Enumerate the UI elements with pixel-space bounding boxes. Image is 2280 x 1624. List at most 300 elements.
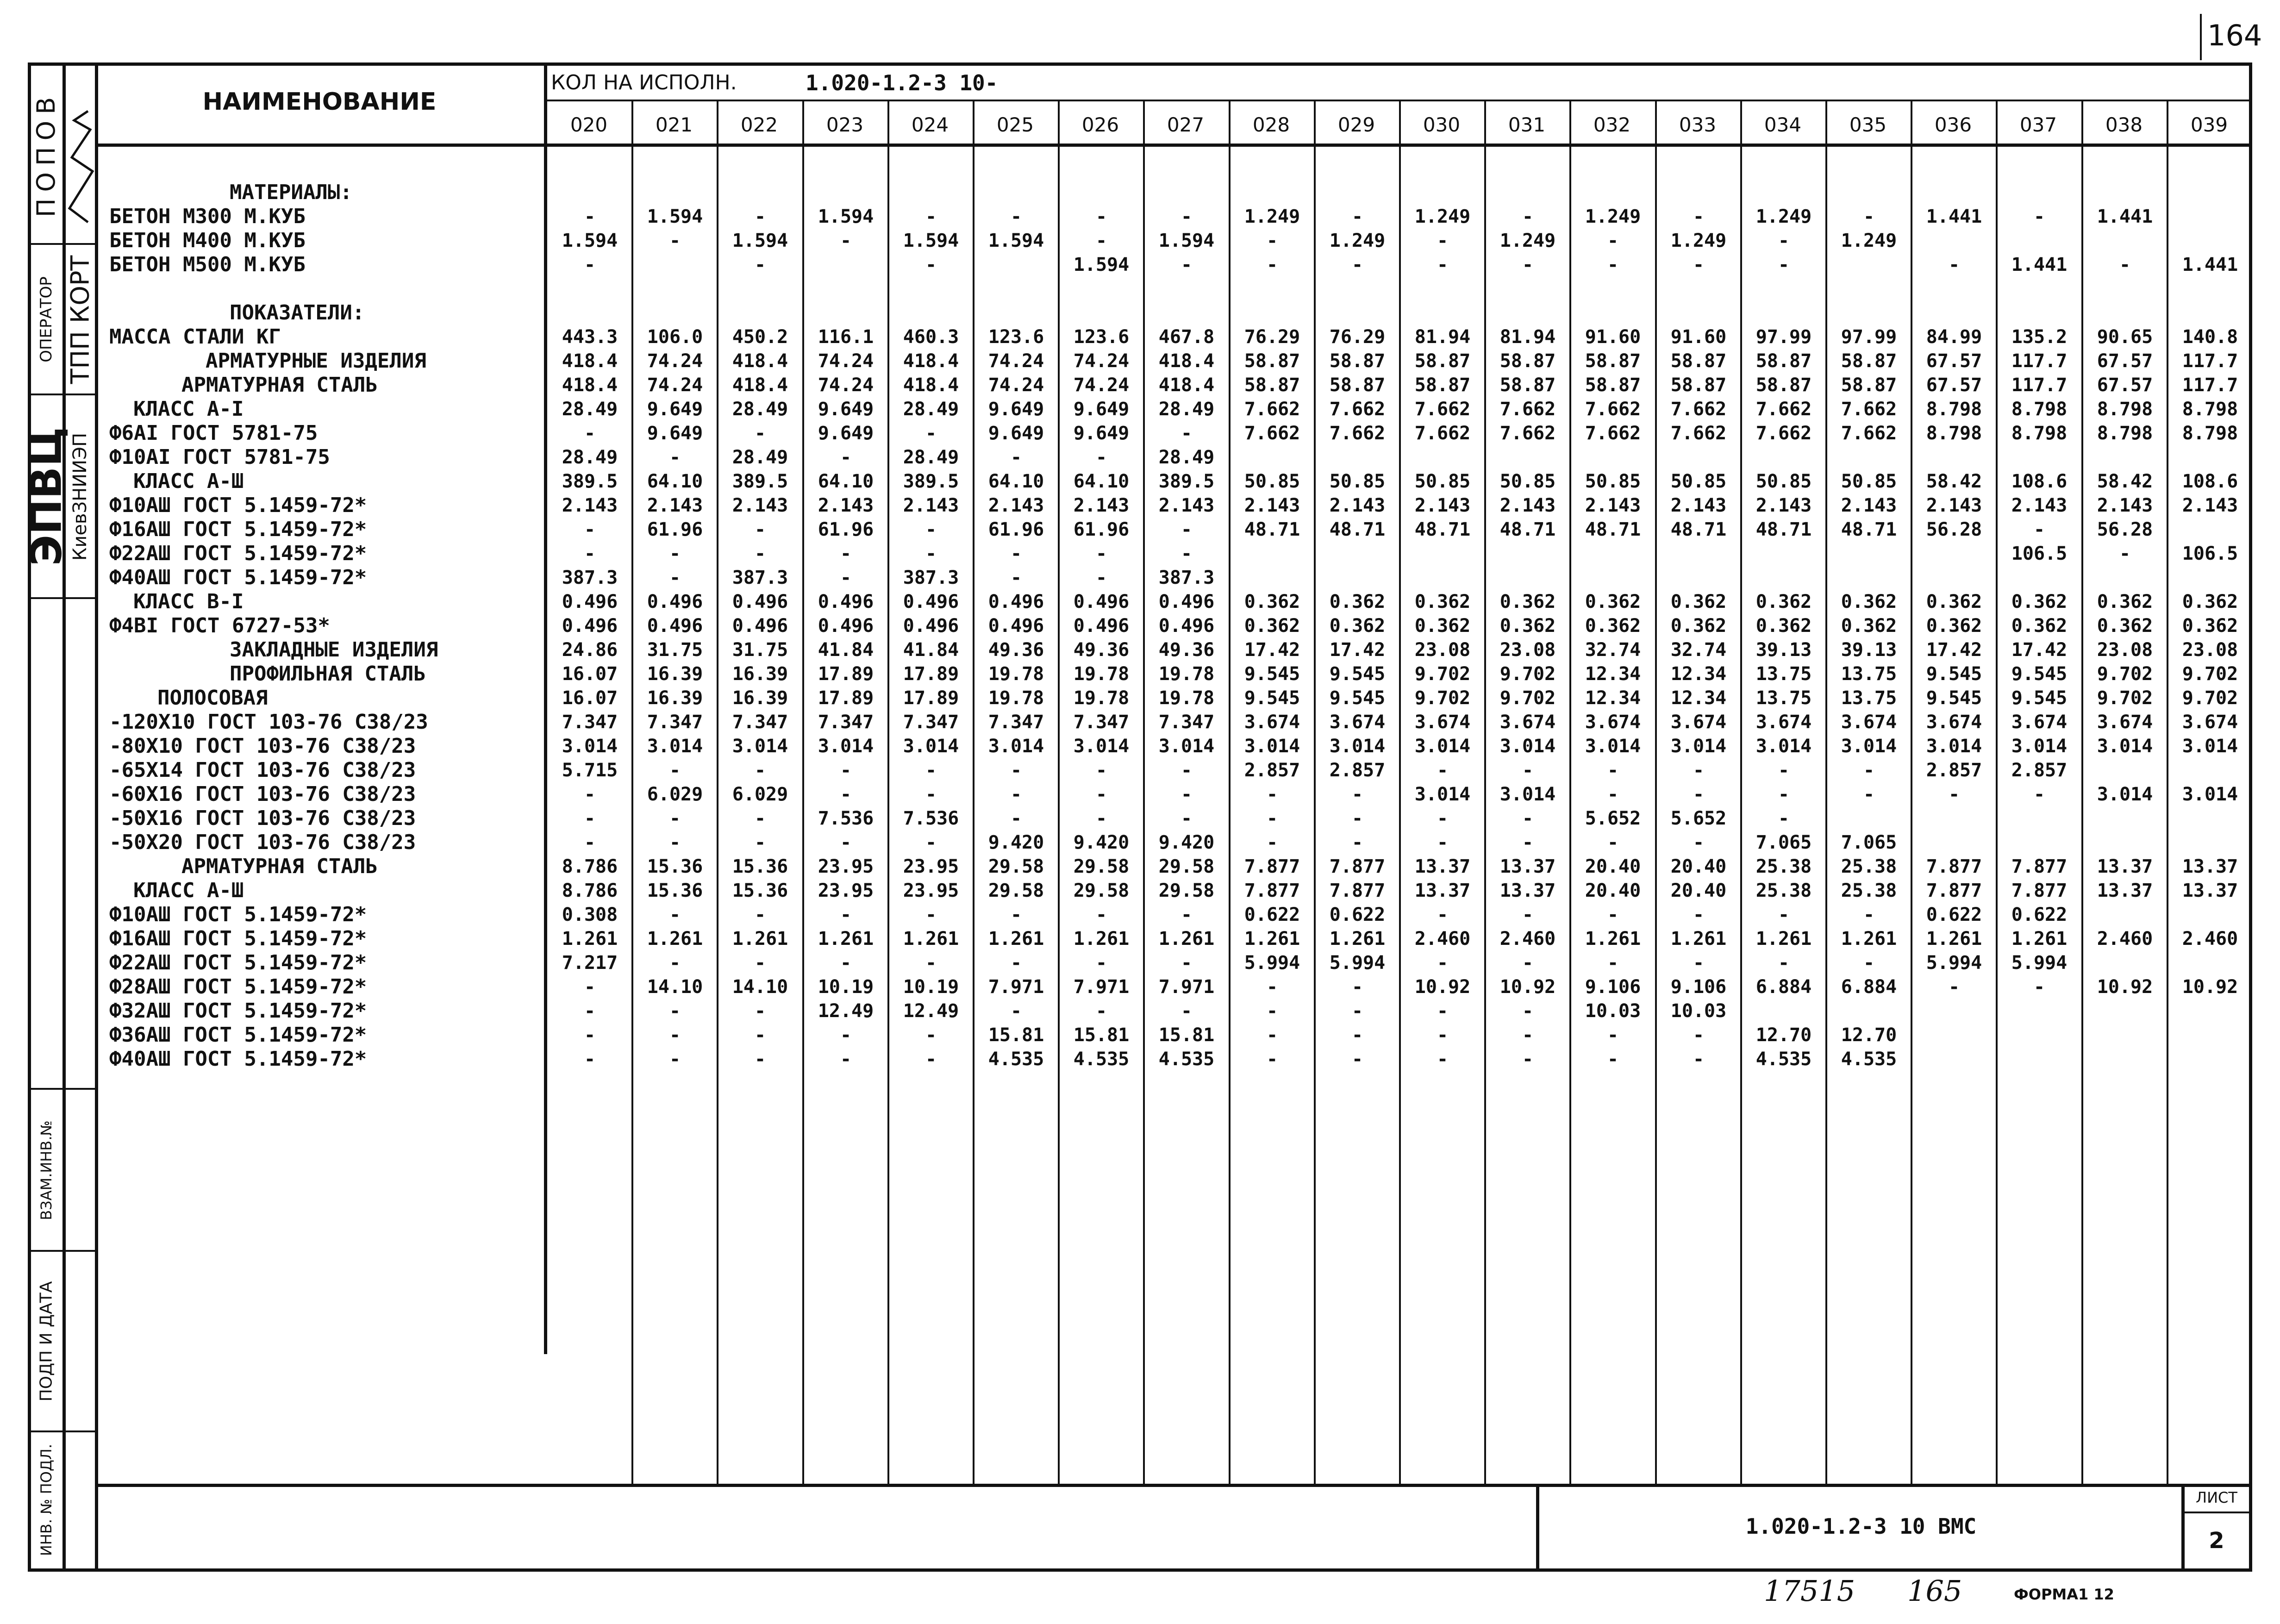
table-cell: -	[1437, 1049, 1449, 1070]
row-label: КЛАСС А-Ш	[133, 879, 244, 902]
table-cell: 7.347	[818, 712, 874, 733]
table-cell: -	[584, 832, 596, 853]
table-cell: 58.87	[1755, 375, 1812, 396]
name-column-header: НАИМЕНОВАНИЕ	[202, 88, 437, 116]
table-cell: 9.649	[818, 399, 874, 420]
table-cell: 16.39	[647, 663, 703, 685]
table-cell: -	[1863, 760, 1875, 781]
table-cell: 1.249	[1585, 206, 1641, 227]
table-cell: -	[925, 784, 937, 805]
table-cell: 2.143	[1329, 495, 1386, 516]
table-cell: 50.85	[1841, 471, 1897, 492]
table-cell: 56.28	[2097, 519, 2153, 540]
table-cell: 15.36	[647, 880, 703, 901]
side-vzam-inv: ВЗАМ.ИНВ.№	[37, 1120, 56, 1220]
table-cell: -	[1607, 230, 1619, 251]
table-cell: 28.49	[1158, 399, 1215, 420]
column-code-037: 037	[2019, 113, 2057, 136]
table-cell: 1.261	[903, 928, 959, 949]
table-cell: -	[754, 254, 766, 275]
table-cell: 418.4	[903, 350, 959, 372]
table-cell: -	[754, 760, 766, 781]
table-cell: -	[1778, 254, 1790, 275]
column-separator	[717, 100, 718, 1484]
table-cell: 1.261	[732, 928, 788, 949]
table-cell: 41.84	[818, 639, 874, 661]
table-cell: 5.652	[1585, 808, 1641, 829]
table-cell: 0.496	[988, 591, 1044, 612]
table-cell: -	[1181, 206, 1193, 227]
table-cell: 3.014	[1329, 736, 1386, 757]
table-cell: 3.014	[562, 736, 618, 757]
table-cell: 23.95	[903, 880, 959, 901]
table-cell: -	[754, 519, 766, 540]
frame-right	[2249, 62, 2252, 1572]
table-cell: 39.13	[1841, 639, 1897, 661]
row-label: -65Х14 ГОСТ 103-76 С38/23	[109, 758, 416, 782]
table-cell: 13.75	[1755, 663, 1812, 685]
table-cell: 50.85	[1244, 471, 1300, 492]
table-cell: 389.5	[732, 471, 788, 492]
frame-bottom	[28, 1568, 2252, 1572]
table-cell: -	[754, 1000, 766, 1022]
table-cell: -	[1181, 760, 1193, 781]
table-cell: -	[1095, 760, 1107, 781]
table-cell: 2.143	[1670, 495, 1727, 516]
forma-label: ФОРМА1 12	[2014, 1586, 2114, 1603]
table-cell: 0.496	[903, 591, 959, 612]
table-cell: 17.89	[903, 663, 959, 685]
table-cell: -	[1948, 976, 1960, 998]
table-cell: 1.261	[1670, 928, 1727, 949]
table-cell: 418.4	[1158, 375, 1215, 396]
table-cell: 2.143	[1158, 495, 1215, 516]
table-cell: -	[840, 230, 852, 251]
table-cell: 1.249	[1414, 206, 1471, 227]
table-cell: -	[1095, 808, 1107, 829]
table-cell: 0.496	[1158, 591, 1215, 612]
table-cell: 7.877	[2011, 880, 2068, 901]
table-cell: 76.29	[1329, 326, 1386, 348]
table-cell: 0.622	[1329, 904, 1386, 925]
table-cell: 5.994	[2011, 952, 2068, 974]
table-cell: 2.143	[1841, 495, 1897, 516]
table-cell: 5.652	[1670, 808, 1727, 829]
table-cell: 9.106	[1670, 976, 1727, 998]
table-cell: -	[1437, 904, 1449, 925]
row-label: АРМАТУРНЫЕ ИЗДЕЛИЯ	[206, 349, 426, 373]
kol-header: КОЛ НА ИСПОЛН.	[551, 71, 737, 94]
table-cell: 48.71	[1329, 519, 1386, 540]
table-cell: -	[1778, 230, 1790, 251]
table-cell: 50.85	[1670, 471, 1727, 492]
table-cell: 1.249	[1670, 230, 1727, 251]
table-cell: 58.87	[1841, 375, 1897, 396]
table-cell: 7.971	[988, 976, 1044, 998]
table-cell: 9.702	[2097, 663, 2153, 685]
table-cell: 106.5	[2182, 543, 2238, 564]
table-cell: -	[1266, 1049, 1278, 1070]
table-cell: -	[1010, 206, 1022, 227]
table-cell: 6.884	[1841, 976, 1897, 998]
table-cell: 2.143	[1073, 495, 1130, 516]
table-cell: 90.65	[2097, 326, 2153, 348]
table-cell: 9.702	[1499, 687, 1556, 709]
table-cell: -	[1522, 1024, 1534, 1046]
table-cell: 0.362	[1499, 615, 1556, 637]
table-cell: 0.496	[818, 591, 874, 612]
table-cell: 9.545	[1244, 687, 1300, 709]
table-cell: 0.496	[647, 591, 703, 612]
table-cell: 4.535	[1073, 1049, 1130, 1070]
table-cell: 3.674	[1926, 712, 1982, 733]
row-label: Ф16АШ ГОСТ 5.1459-72*	[109, 518, 367, 541]
table-cell: 1.261	[1158, 928, 1215, 949]
column-separator	[1569, 100, 1571, 1484]
table-cell: 48.71	[1499, 519, 1556, 540]
table-cell: -	[1693, 760, 1705, 781]
table-cell: -	[1181, 519, 1193, 540]
row-label: ПРОФИЛЬНАЯ СТАЛЬ	[230, 662, 426, 686]
column-separator	[1911, 100, 1912, 1484]
row-label: КЛАСС А-Ш	[133, 469, 244, 493]
table-cell: 13.37	[2097, 856, 2153, 877]
table-cell: 58.87	[1244, 375, 1300, 396]
row-label: Ф10АI ГОСТ 5781-75	[109, 445, 330, 469]
table-cell: 15.36	[732, 880, 788, 901]
row-label: Ф22АШ ГОСТ 5.1459-72*	[109, 542, 367, 565]
table-cell: 8.786	[562, 880, 618, 901]
table-cell: 4.535	[1755, 1049, 1812, 1070]
table-cell: 74.24	[1073, 375, 1130, 396]
table-cell: 7.971	[1158, 976, 1215, 998]
table-cell: 0.362	[2097, 615, 2153, 637]
table-cell: 3.014	[818, 736, 874, 757]
table-cell: 49.36	[988, 639, 1044, 661]
table-cell: 0.622	[1244, 904, 1300, 925]
table-cell: 9.649	[988, 423, 1044, 444]
column-separator	[1314, 100, 1316, 1484]
table-cell: -	[1351, 808, 1363, 829]
table-cell: 1.261	[1841, 928, 1897, 949]
table-cell: -	[1266, 808, 1278, 829]
table-cell: -	[1010, 447, 1022, 468]
table-cell: -	[1351, 206, 1363, 227]
table-cell: 13.37	[2182, 880, 2238, 901]
table-cell: 67.57	[1926, 350, 1982, 372]
table-cell: 418.4	[562, 350, 618, 372]
table-cell: -	[1266, 1000, 1278, 1022]
table-cell: -	[1863, 904, 1875, 925]
table-cell: -	[584, 206, 596, 227]
table-cell: 16.39	[732, 663, 788, 685]
table-cell: -	[1693, 206, 1705, 227]
table-cell: 10.92	[1499, 976, 1556, 998]
table-cell: -	[1095, 447, 1107, 468]
table-cell: 13.75	[1841, 663, 1897, 685]
side-inv-podl: ИНВ. № ПОДЛ.	[37, 1443, 56, 1556]
column-code-027: 027	[1167, 113, 1205, 136]
table-cell: 17.42	[2011, 639, 2068, 661]
table-cell: -	[1693, 1024, 1705, 1046]
table-cell: 387.3	[903, 567, 959, 588]
table-cell: 2.143	[1585, 495, 1641, 516]
series-header: 1.020-1.2-3 10-	[806, 70, 998, 95]
column-code-039: 039	[2190, 113, 2228, 136]
table-cell: -	[1522, 206, 1534, 227]
table-cell: -	[1778, 808, 1790, 829]
table-cell: 48.71	[1755, 519, 1812, 540]
table-cell: 49.36	[1158, 639, 1215, 661]
table-cell: -	[2033, 519, 2045, 540]
table-cell: -	[840, 1049, 852, 1070]
table-cell: 58.87	[1755, 350, 1812, 372]
table-cell: 9.649	[1073, 423, 1130, 444]
table-cell: 1.261	[1329, 928, 1386, 949]
column-separator	[2081, 100, 2083, 1484]
table-cell: 3.014	[1926, 736, 1982, 757]
table-cell: 15.81	[1073, 1024, 1130, 1046]
table-cell: 28.49	[732, 447, 788, 468]
table-cell: 418.4	[732, 350, 788, 372]
table-cell: 0.362	[1585, 591, 1641, 612]
table-cell: 3.014	[1755, 736, 1812, 757]
table-cell: -	[1522, 904, 1534, 925]
table-cell: 2.143	[818, 495, 874, 516]
table-cell: 29.58	[1158, 880, 1215, 901]
table-cell: 9.545	[2011, 663, 2068, 685]
row-label: БЕТОН М400 М.КУБ	[109, 229, 306, 252]
table-cell: 23.95	[818, 856, 874, 877]
table-cell: 84.99	[1926, 326, 1982, 348]
table-cell: 58.87	[1329, 375, 1386, 396]
table-cell: 58.87	[1670, 350, 1727, 372]
table-cell: 1.594	[562, 230, 618, 251]
row-label: Ф36АШ ГОСТ 5.1459-72*	[109, 1023, 367, 1047]
table-cell: 2.143	[562, 495, 618, 516]
table-cell: 10.92	[2097, 976, 2153, 998]
table-cell: 3.014	[1414, 736, 1471, 757]
table-cell: 3.014	[1244, 736, 1300, 757]
row-label: Ф6АI ГОСТ 5781-75	[109, 421, 318, 445]
table-cell: -	[1181, 904, 1193, 925]
table-cell: -	[1351, 1000, 1363, 1022]
table-cell: 58.87	[1329, 350, 1386, 372]
table-cell: 58.42	[1926, 471, 1982, 492]
column-code-032: 032	[1593, 113, 1631, 136]
table-cell: 2.143	[988, 495, 1044, 516]
table-cell: 2.857	[1329, 760, 1386, 781]
table-cell: 9.545	[1926, 663, 1982, 685]
table-cell: 0.622	[2011, 904, 2068, 925]
table-cell: -	[1095, 904, 1107, 925]
column-code-026: 026	[1081, 113, 1119, 136]
table-cell: -	[1522, 1000, 1534, 1022]
table-cell: 50.85	[1755, 471, 1812, 492]
table-cell: 13.37	[1414, 880, 1471, 901]
column-separator	[1825, 100, 1827, 1484]
table-cell: 12.34	[1670, 663, 1727, 685]
table-cell: 123.6	[988, 326, 1044, 348]
table-cell: 7.662	[1670, 399, 1727, 420]
column-code-031: 031	[1508, 113, 1546, 136]
row-label: АРМАТУРНАЯ СТАЛЬ	[181, 855, 378, 878]
table-cell: 117.7	[2182, 375, 2238, 396]
table-cell: 3.014	[2097, 784, 2153, 805]
column-code-021: 021	[655, 113, 693, 136]
table-cell: 12.70	[1841, 1024, 1897, 1046]
table-cell: 91.60	[1670, 326, 1727, 348]
table-cell: -	[1437, 808, 1449, 829]
table-cell: 2.143	[903, 495, 959, 516]
table-cell: -	[1778, 760, 1790, 781]
table-cell: 0.362	[1585, 615, 1641, 637]
table-cell: -	[1010, 760, 1022, 781]
table-cell: 28.49	[562, 399, 618, 420]
table-cell: 58.42	[2097, 471, 2153, 492]
table-cell: 23.08	[2182, 639, 2238, 661]
table-cell: -	[1010, 1000, 1022, 1022]
table-cell: 25.38	[1755, 880, 1812, 901]
table-cell: 6.029	[732, 784, 788, 805]
row-label: БЕТОН М500 М.КУБ	[109, 253, 306, 276]
table-cell: 74.24	[647, 375, 703, 396]
table-cell: -	[1437, 952, 1449, 974]
table-cell: -	[1351, 784, 1363, 805]
table-cell: 7.065	[1841, 832, 1897, 853]
table-cell: -	[1181, 543, 1193, 564]
table-cell: -	[1693, 952, 1705, 974]
table-cell: 7.536	[818, 808, 874, 829]
table-cell: -	[1863, 784, 1875, 805]
table-cell: 8.798	[2097, 399, 2153, 420]
table-cell: 2.143	[1926, 495, 1982, 516]
table-cell: 7.877	[1244, 856, 1300, 877]
table-cell: -	[1181, 1000, 1193, 1022]
table-cell: 50.85	[1499, 471, 1556, 492]
table-cell: 117.7	[2182, 350, 2238, 372]
table-cell: 2.857	[1244, 760, 1300, 781]
table-cell: 3.674	[1585, 712, 1641, 733]
table-cell: 19.78	[1158, 687, 1215, 709]
side-popov: ПОПОВ	[31, 90, 61, 218]
table-cell: 140.8	[2182, 326, 2238, 348]
table-cell: 387.3	[1158, 567, 1215, 588]
table-cell: 58.87	[1414, 375, 1471, 396]
table-cell: 3.674	[2182, 712, 2238, 733]
table-cell: 7.877	[1329, 856, 1386, 877]
table-cell: 74.24	[818, 375, 874, 396]
table-cell: 23.95	[818, 880, 874, 901]
table-cell: 0.496	[732, 615, 788, 637]
column-separator	[1143, 100, 1145, 1484]
column-separator	[887, 100, 889, 1484]
table-cell: 2.143	[732, 495, 788, 516]
table-cell: 8.798	[2097, 423, 2153, 444]
table-cell: -	[1437, 760, 1449, 781]
table-cell: 13.37	[1414, 856, 1471, 877]
table-cell: 32.74	[1670, 639, 1727, 661]
table-cell: -	[1095, 1000, 1107, 1022]
table-cell: 23.08	[2097, 639, 2153, 661]
table-cell: 9.649	[1073, 399, 1130, 420]
table-cell: 10.92	[1414, 976, 1471, 998]
table-cell: -	[840, 952, 852, 974]
doc-code: 1.020-1.2-3 10 ВМС	[1745, 1514, 1977, 1539]
table-cell: 19.78	[988, 663, 1044, 685]
table-cell: 20.40	[1670, 856, 1727, 877]
table-cell: 1.441	[1926, 206, 1982, 227]
table-cell: 15.81	[1158, 1024, 1215, 1046]
table-cell: 16.39	[647, 687, 703, 709]
table-cell: 12.49	[818, 1000, 874, 1022]
table-cell: 0.362	[1329, 615, 1386, 637]
table-cell: -	[1181, 808, 1193, 829]
table-cell: -	[1607, 904, 1619, 925]
column-code-023: 023	[826, 113, 864, 136]
table-cell: -	[1266, 976, 1278, 998]
table-cell: -	[840, 904, 852, 925]
table-cell: 7.662	[1755, 423, 1812, 444]
table-cell: 387.3	[562, 567, 618, 588]
table-cell: -	[840, 567, 852, 588]
table-cell: -	[1010, 567, 1022, 588]
table-cell: -	[1266, 1024, 1278, 1046]
table-cell: 5.994	[1926, 952, 1982, 974]
row-label: БЕТОН М300 М.КУБ	[109, 205, 306, 228]
table-cell: 12.70	[1755, 1024, 1812, 1046]
table-cell: 41.84	[903, 639, 959, 661]
table-cell: 13.37	[2182, 856, 2238, 877]
column-code-022: 022	[740, 113, 778, 136]
table-cell: -	[754, 1049, 766, 1070]
table-cell: 389.5	[1158, 471, 1215, 492]
table-cell: 0.362	[2097, 591, 2153, 612]
table-cell: 58.87	[1670, 375, 1727, 396]
table-cell: 0.362	[1926, 591, 1982, 612]
table-cell: 58.87	[1499, 350, 1556, 372]
table-cell: 15.81	[988, 1024, 1044, 1046]
table-cell: 29.58	[1073, 856, 1130, 877]
table-cell: 32.74	[1585, 639, 1641, 661]
column-code-028: 028	[1252, 113, 1290, 136]
table-cell: 4.535	[1841, 1049, 1897, 1070]
table-cell: -	[925, 832, 937, 853]
table-cell: 3.014	[1414, 784, 1471, 805]
table-cell: 12.34	[1585, 687, 1641, 709]
table-cell: 7.662	[1841, 423, 1897, 444]
table-cell: 74.24	[1073, 350, 1130, 372]
table-cell: -	[669, 760, 681, 781]
table-cell: 117.7	[2011, 350, 2068, 372]
table-cell: -	[1607, 952, 1619, 974]
table-cell: 1.261	[647, 928, 703, 949]
column-separator	[1484, 100, 1486, 1484]
column-code-038: 038	[2105, 113, 2143, 136]
table-cell: 25.38	[1841, 880, 1897, 901]
row-label: АРМАТУРНАЯ СТАЛЬ	[181, 373, 378, 397]
table-cell: 0.496	[647, 615, 703, 637]
table-cell: -	[1266, 230, 1278, 251]
table-cell: 50.85	[1329, 471, 1386, 492]
table-cell: 12.34	[1585, 663, 1641, 685]
table-cell: 64.10	[818, 471, 874, 492]
table-cell: -	[1522, 808, 1534, 829]
table-cell: 460.3	[903, 326, 959, 348]
table-cell: 50.85	[1414, 471, 1471, 492]
column-code-035: 035	[1849, 113, 1887, 136]
table-cell: 1.261	[1073, 928, 1130, 949]
